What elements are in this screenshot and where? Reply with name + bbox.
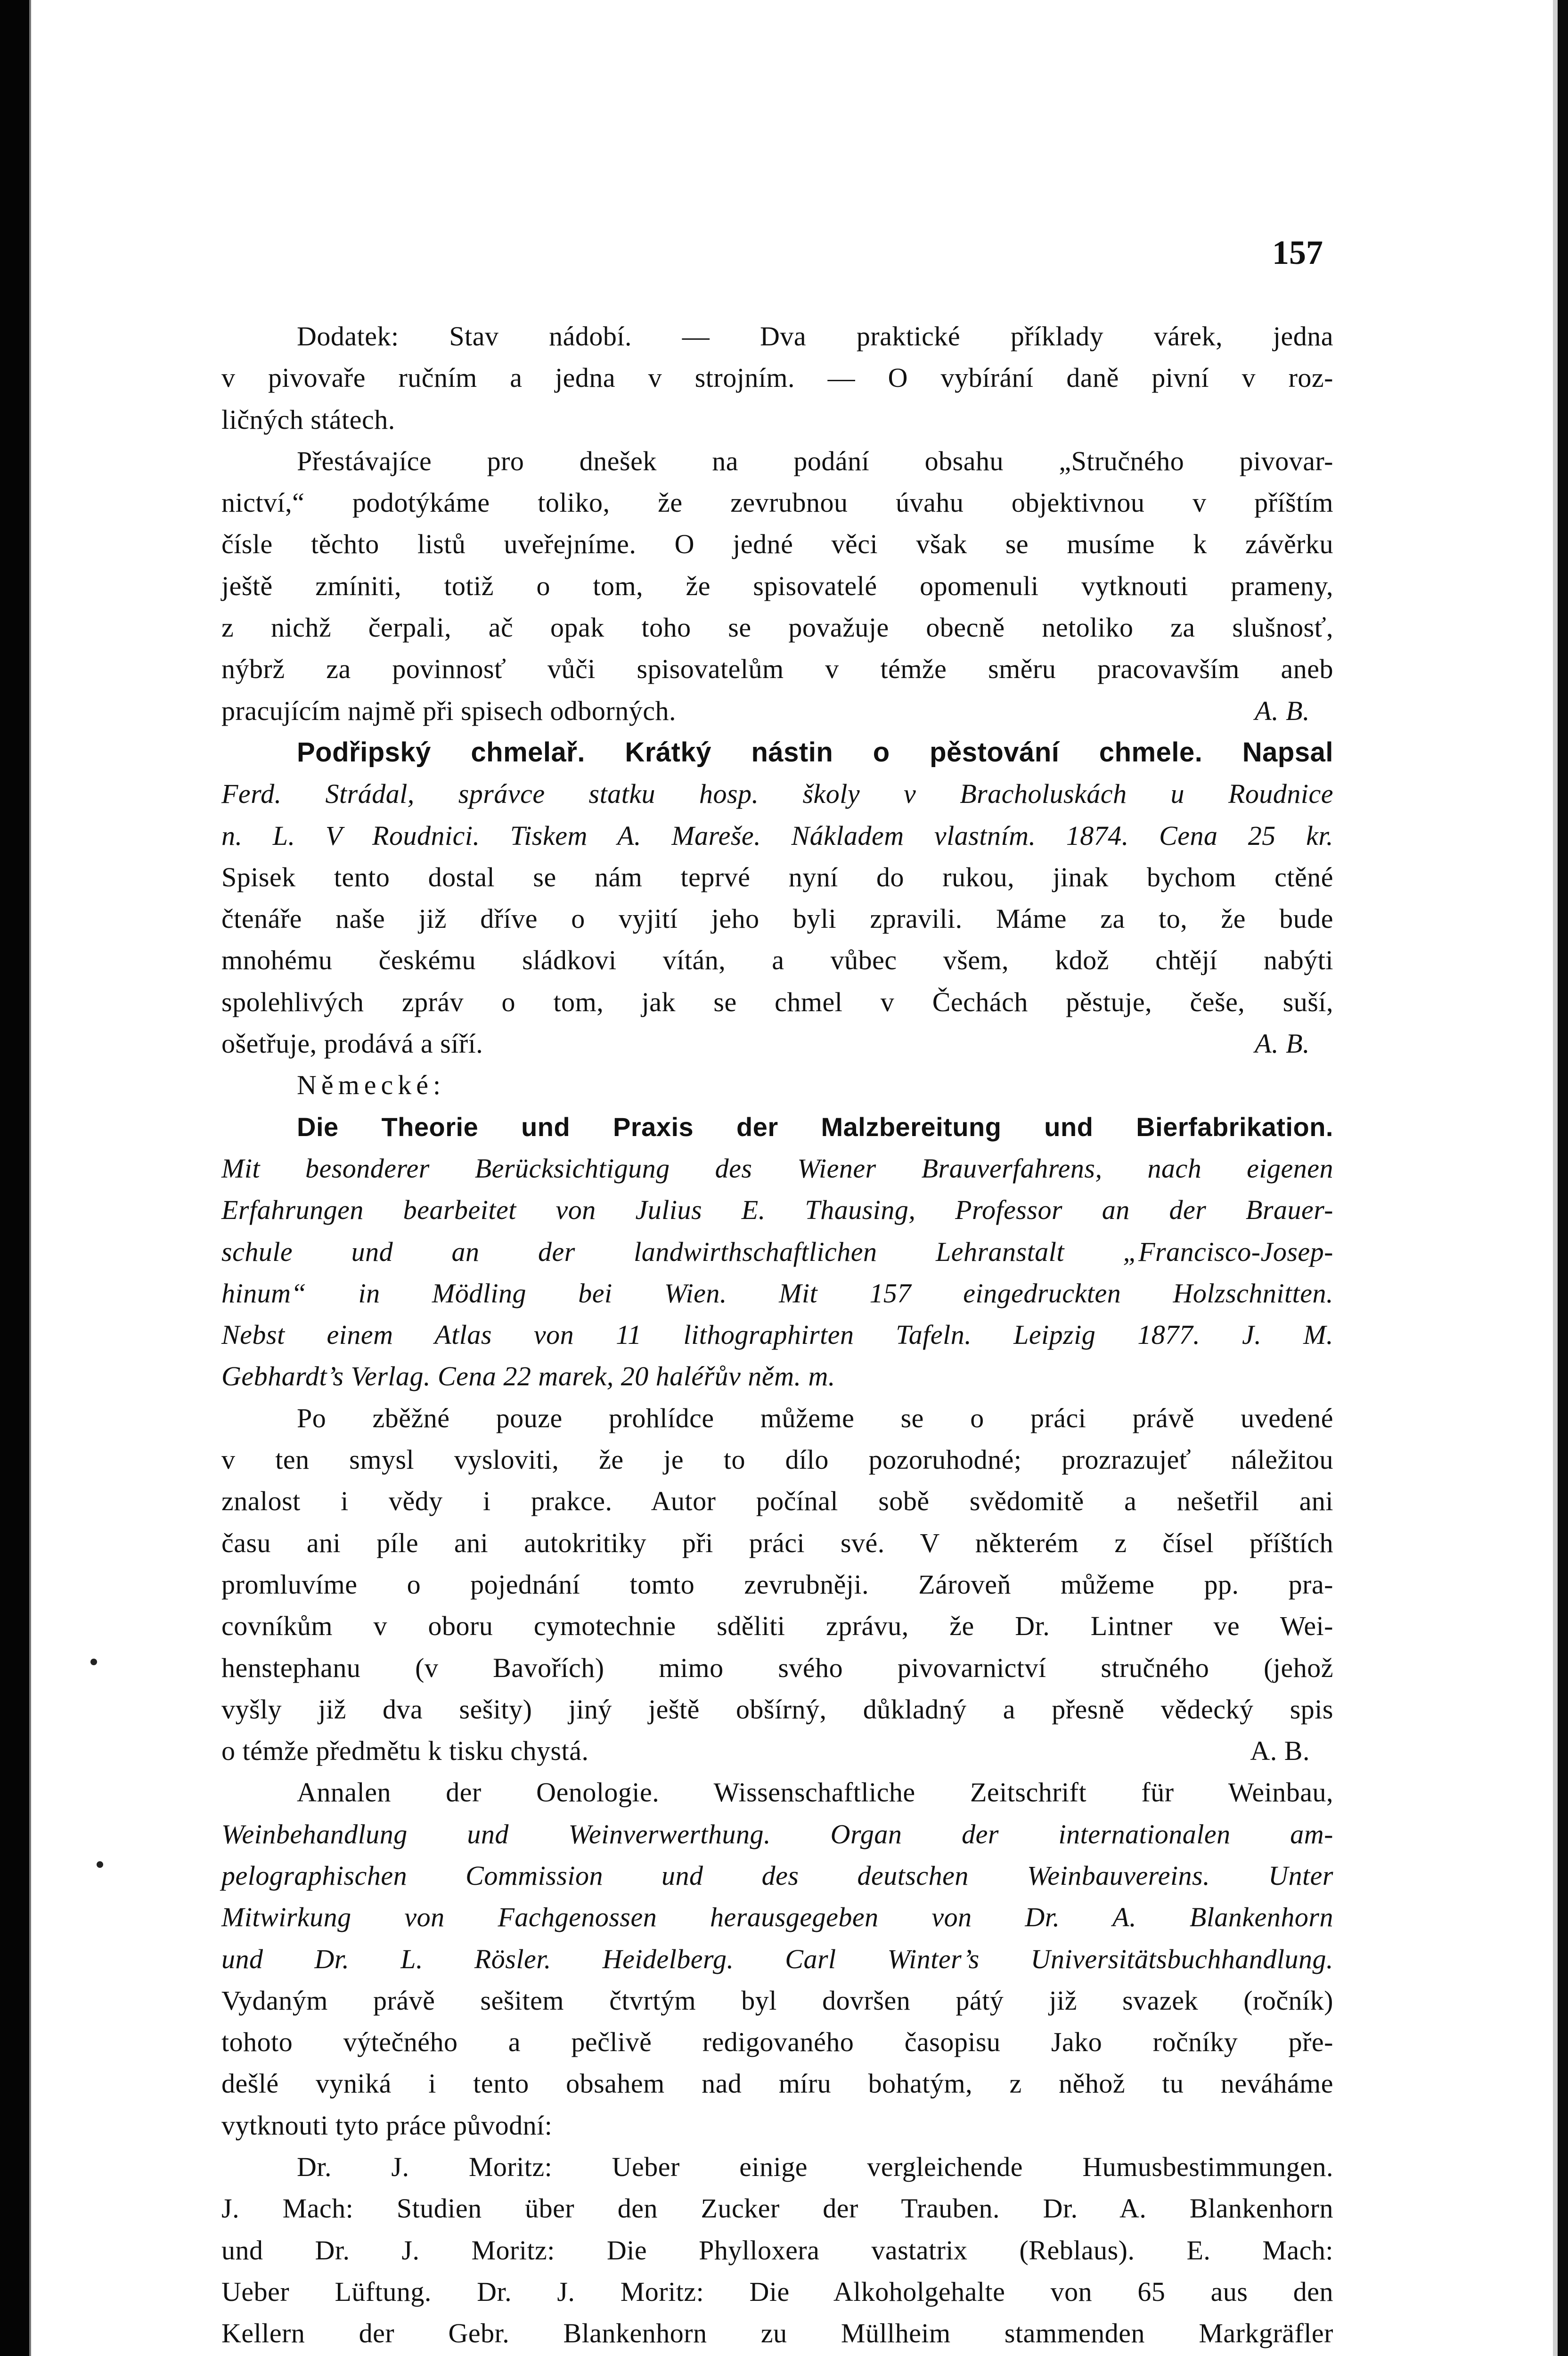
text-line: Vydaným právě sešitem čtvrtým byl dovršen pátý již svazek (ročník): [221, 1985, 1333, 2016]
scan-edge-line: [29, 0, 31, 2356]
text-line: Annalen der Oenologie. Wissenschaftliche Zeitschrift für Weinbau,: [297, 1777, 1333, 1808]
text-line: schule und an der landwirthschaftlichen Lehranstalt „Francisco-Josep-: [221, 1236, 1333, 1267]
text-line: [221, 2355, 1333, 2356]
text-line: [221, 690, 1333, 732]
text-line: Spisek tento dostal se nám teprvé nyní do rukou, jinak bychom ctěné: [221, 861, 1333, 892]
text-segment: o témže předmětu k tisku chystá.: [221, 1735, 589, 1767]
text-line: znalost i vědy i prakce. Autor počínal sobě svědomitě a nešetřil ani: [221, 1486, 1333, 1517]
margin-dot-mark: [90, 1659, 97, 1665]
text-line: covníkům v oboru cymotechnie sděliti zprávu, že Dr. Lintner ve Wei-: [221, 1611, 1333, 1642]
text-line: Kellern der Gebr. Blankenhorn zu Müllheim stammenden Markgräfler: [221, 2318, 1333, 2349]
text-line: J. Mach: Studien über den Zucker der Trauben. Dr. A. Blankenhorn: [221, 2193, 1333, 2224]
text-line: Weinbehandlung und Weinverwerthung. Organ der internationalen am-: [221, 1818, 1333, 1849]
text-line: hinum“ in Mödling bei Wien. Mit 157 eingedruckten Holzschnitten.: [221, 1277, 1333, 1309]
text-line: Gebhardt’s Verlag. Cena 22 marek, 20 haléřův něm. m.: [221, 1361, 835, 1392]
signature: A. B.: [1250, 1735, 1310, 1767]
text-line: čtenáře naše již dříve o vyjití jeho byli zpravili. Máme za to, že bude: [221, 903, 1333, 934]
scan-border-right: [1558, 0, 1568, 2356]
text-line: vytknouti tyto práce původní:: [221, 2110, 553, 2141]
text-line: v ten smysl vysloviti, že je to dílo pozoruhodné; prozrazujeť náležitou: [221, 1444, 1333, 1475]
text-line: dešlé vyniká i tento obsahem nad míru bohatým, z něhož tu neváháme: [221, 2068, 1333, 2099]
signature: A. B.: [1255, 695, 1310, 726]
text-line: čísle těchto listů uveřejníme. O jedné věci však se musíme k závěrku: [221, 529, 1333, 560]
scan-border-left: [0, 0, 29, 2356]
text-line: [221, 1730, 1333, 1772]
text-line: nýbrž za povinnosť vůči spisovatelům v témže směru pracovavším aneb: [221, 654, 1333, 685]
text-line: Ueber Lüftung. Dr. J. Moritz: Die Alkoholgehalte von 65 aus den: [221, 2276, 1333, 2307]
text-line: tohoto výtečného a pečlivě redigovaného časopisu Jako ročníky pře-: [221, 2027, 1333, 2058]
text-line: z nichž čerpali, ač opak toho se považuje obecně netoliko za slušnosť,: [221, 612, 1333, 643]
text-line: Nebst einem Atlas von 11 lithographirten Tafeln. Leipzig 1877. J. M.: [221, 1319, 1333, 1350]
text-line: mnohému českému sládkovi vítán, a vůbec všem, kdož chtějí nabýti: [221, 945, 1333, 976]
text-line: Erfahrungen bearbeitet von Julius E. Thausing, Professor an der Brauer-: [221, 1194, 1333, 1226]
page-number: 157: [1272, 234, 1323, 271]
text-line: pelographischen Commission und des deutschen Weinbauvereins. Unter: [221, 1860, 1333, 1891]
text-segment: ošetřuje, prodává a síří.: [221, 1028, 483, 1059]
text-line: spolehlivých zpráv o tom, jak se chmel v Čechách pěstuje, češe, suší,: [221, 986, 1333, 1017]
text-line: und Dr. L. Rösler. Heidelberg. Carl Winter’s Universitätsbuchhandlung.: [221, 1943, 1333, 1974]
text-line: Dr. J. Moritz: Ueber einige vergleichende Humusbestimmungen.: [297, 2151, 1333, 2183]
text-line: ličných státech.: [221, 404, 395, 435]
text-line: und Dr. J. Moritz: Die Phylloxera vastatrix (Reblaus). E. Mach:: [221, 2234, 1333, 2266]
text-line: ještě zmíniti, totiž o tom, že spisovatelé opomenuli vytknouti prameny,: [221, 570, 1333, 601]
text-line: [221, 1023, 1333, 1064]
text-line: henstephanu (v Bavořích) mimo svého pivovarnictví stručného (jehož: [221, 1652, 1333, 1683]
text-line: Přestávajíce pro dnešek na podání obsahu „Stručného pivovar-: [297, 445, 1333, 476]
margin-dot-mark: [97, 1861, 103, 1868]
scan-right-shadow: [1553, 0, 1558, 2356]
text-line: v pivovaře ručním a jedna v strojním. — O vybírání daně pivní v roz-: [221, 362, 1333, 393]
text-line: Mitwirkung von Fachgenossen herausgegeben von Dr. A. Blankenhorn: [221, 1902, 1333, 1933]
text-line: n. L. V Roudnici. Tiskem A. Mareše. Nákladem vlastním. 1874. Cena 25 kr.: [221, 820, 1333, 851]
text-line: Dodatek: Stav nádobí. — Dva praktické příklady várek, jedna: [297, 321, 1333, 352]
text-segment: pracujícím najmě při spisech odborných.: [221, 695, 676, 726]
text-line: promluvíme o pojednání tomto zevrubněji. Zároveň můžeme pp. pra-: [221, 1569, 1333, 1600]
signature: A. B.: [1255, 1028, 1310, 1059]
text-line: vyšly již dva sešity) jiný ještě obšírný, důkladný a přesně vědecký spis: [221, 1693, 1333, 1725]
text-line: Po zběžné pouze prohlídce můžeme se o práci právě uvedené: [297, 1402, 1333, 1433]
text-line: času ani píle ani autokritiky při práci své. V některém z čísel příštích: [221, 1527, 1333, 1558]
text-line: nictví,“ podotýkáme toliko, že zevrubnou úvahu objektivnou v příštím: [221, 487, 1333, 518]
text-line: Die Theorie und Praxis der Malzbereitung und Bierfabrikation.: [297, 1112, 1333, 1142]
section-heading: Německé:: [297, 1070, 446, 1101]
article-text: [221, 316, 1333, 2356]
text-line: Podřipský chmelař. Krátký nástin o pěstování chmele. Napsal: [297, 736, 1333, 768]
text-line: Ferd. Strádal, správce statku hosp. školy v Bracholuskách u Roudnice: [221, 778, 1333, 810]
text-line: Mit besonderer Berücksichtigung des Wiener Brauverfahrens, nach eigenen: [221, 1153, 1333, 1184]
